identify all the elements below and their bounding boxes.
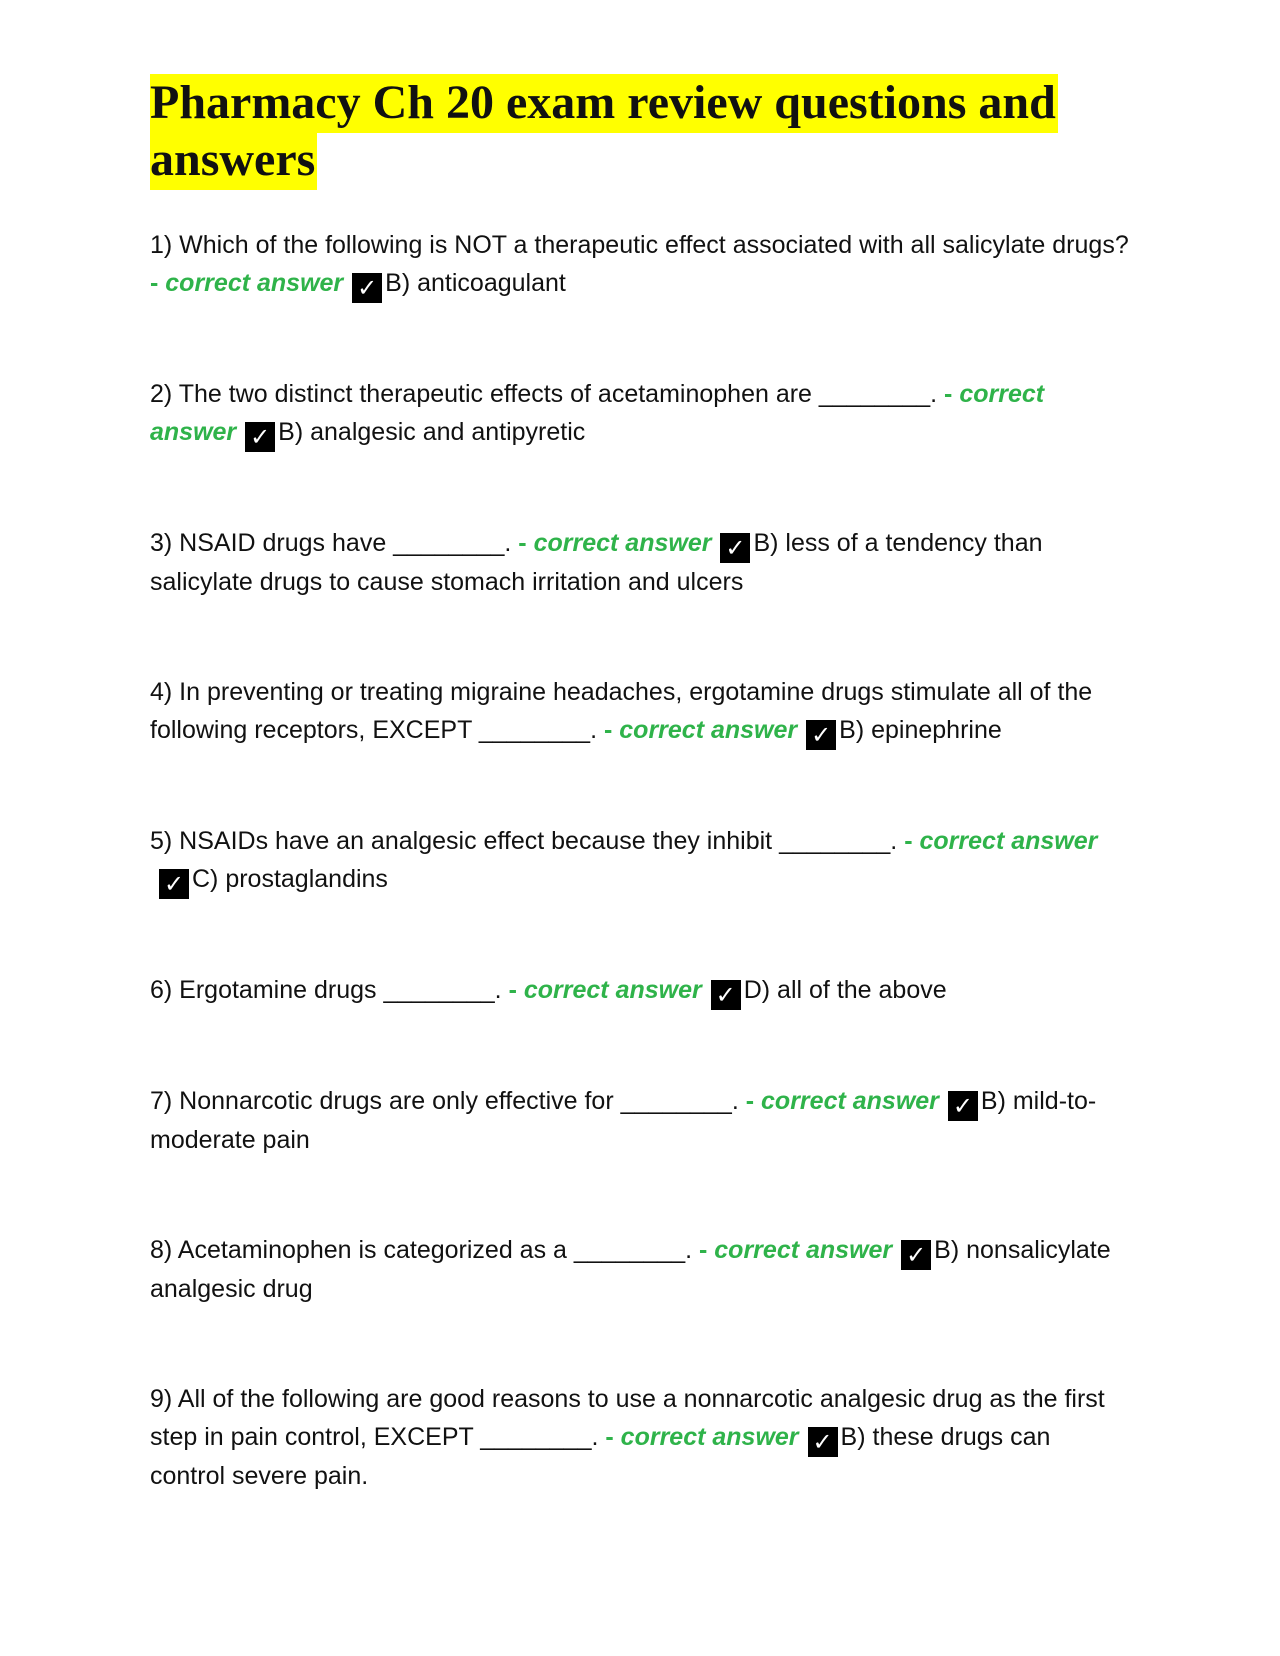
question-text: 5) NSAIDs have an analgesic effect because they inhibit ________.: [150, 827, 898, 855]
question-text: 8) Acetaminophen is categorized as a ________.: [150, 1236, 693, 1264]
question-text: 2) The two distinct therapeutic effects of acetaminophen are ________.: [150, 380, 938, 408]
answer-text: B) mild-to-moderate pain: [150, 1087, 1097, 1154]
correct-answer-label: correct answer: [523, 976, 702, 1004]
correct-answer-label: correct answer: [620, 1423, 799, 1451]
correct-answer-label: correct answer: [919, 827, 1098, 855]
question-text: 9) All of the following are good reasons to use a nonnarcotic analgesic drug as the first step in pain control, EXCEPT ________.: [150, 1385, 1105, 1451]
answer-separator: -: [944, 380, 953, 408]
answer-text: B) analgesic and antipyretic: [278, 418, 586, 446]
qa-item-6: [150, 971, 1130, 1010]
qa-item-8: [150, 1231, 1130, 1308]
answer-text: B) less of a tendency than salicylate drugs to cause stomach irritation and ulcers: [150, 529, 1043, 596]
check-box-icon: ✓: [806, 720, 836, 750]
question-text: 3) NSAID drugs have ________.: [150, 529, 512, 557]
answer-text: B) these drugs can control severe pain.: [150, 1423, 1051, 1490]
qa-item-4: [150, 673, 1130, 750]
answer-text: B) epinephrine: [839, 716, 1002, 744]
answer-separator: -: [605, 1423, 614, 1451]
question-text: 4) In preventing or treating migraine headaches, ergotamine drugs stimulate all of the following receptors, EXCEPT ________.: [150, 678, 1093, 744]
answer-text: B) nonsalicylate analgesic drug: [150, 1236, 1111, 1303]
check-box-icon: ✓: [245, 422, 275, 452]
question-text: 6) Ergotamine drugs ________.: [150, 976, 502, 1004]
correct-answer-label: correct answer: [619, 716, 798, 744]
qa-item-7: [150, 1082, 1130, 1159]
answer-separator: -: [518, 529, 527, 557]
answer-separator: -: [603, 716, 613, 744]
check-box-icon: ✓: [159, 869, 189, 899]
qa-item-1: [150, 226, 1130, 303]
check-box-icon: ✓: [901, 1240, 931, 1270]
check-box-icon: ✓: [352, 273, 382, 303]
correct-answer-label: correct answer: [165, 269, 344, 297]
check-box-icon: ✓: [808, 1427, 838, 1457]
check-box-icon: ✓: [948, 1091, 978, 1121]
answer-separator: -: [699, 1236, 708, 1264]
page-title: [150, 74, 1130, 188]
answer-text: C) prostaglandins: [192, 865, 388, 893]
correct-answer-label: correct answer: [533, 529, 712, 557]
qa-item-5: [150, 822, 1130, 899]
answer-text: B) anticoagulant: [385, 269, 566, 297]
answer-separator: -: [745, 1087, 755, 1115]
answer-separator: -: [508, 976, 517, 1004]
check-box-icon: ✓: [711, 980, 741, 1010]
qa-item-2: [150, 375, 1130, 452]
answer-separator: -: [904, 827, 913, 855]
question-text: 1) Which of the following is NOT a therapeutic effect associated with all salicylate drugs?: [150, 231, 1129, 259]
check-box-icon: ✓: [720, 533, 750, 563]
correct-answer-label: correct answer: [150, 380, 1045, 446]
answer-separator: -: [150, 269, 159, 297]
document-page: [150, 74, 1130, 1495]
answer-text: D) all of the above: [743, 976, 947, 1004]
correct-answer-label: correct answer: [761, 1087, 939, 1115]
question-text: 7) Nonnarcotic drugs are only effective for ________.: [150, 1087, 739, 1115]
page-title-text: Pharmacy Ch 20 exam review questions and answers: [150, 74, 1058, 190]
qa-item-3: [150, 524, 1130, 601]
correct-answer-label: correct answer: [714, 1236, 893, 1264]
qa-item-9: [150, 1380, 1130, 1495]
